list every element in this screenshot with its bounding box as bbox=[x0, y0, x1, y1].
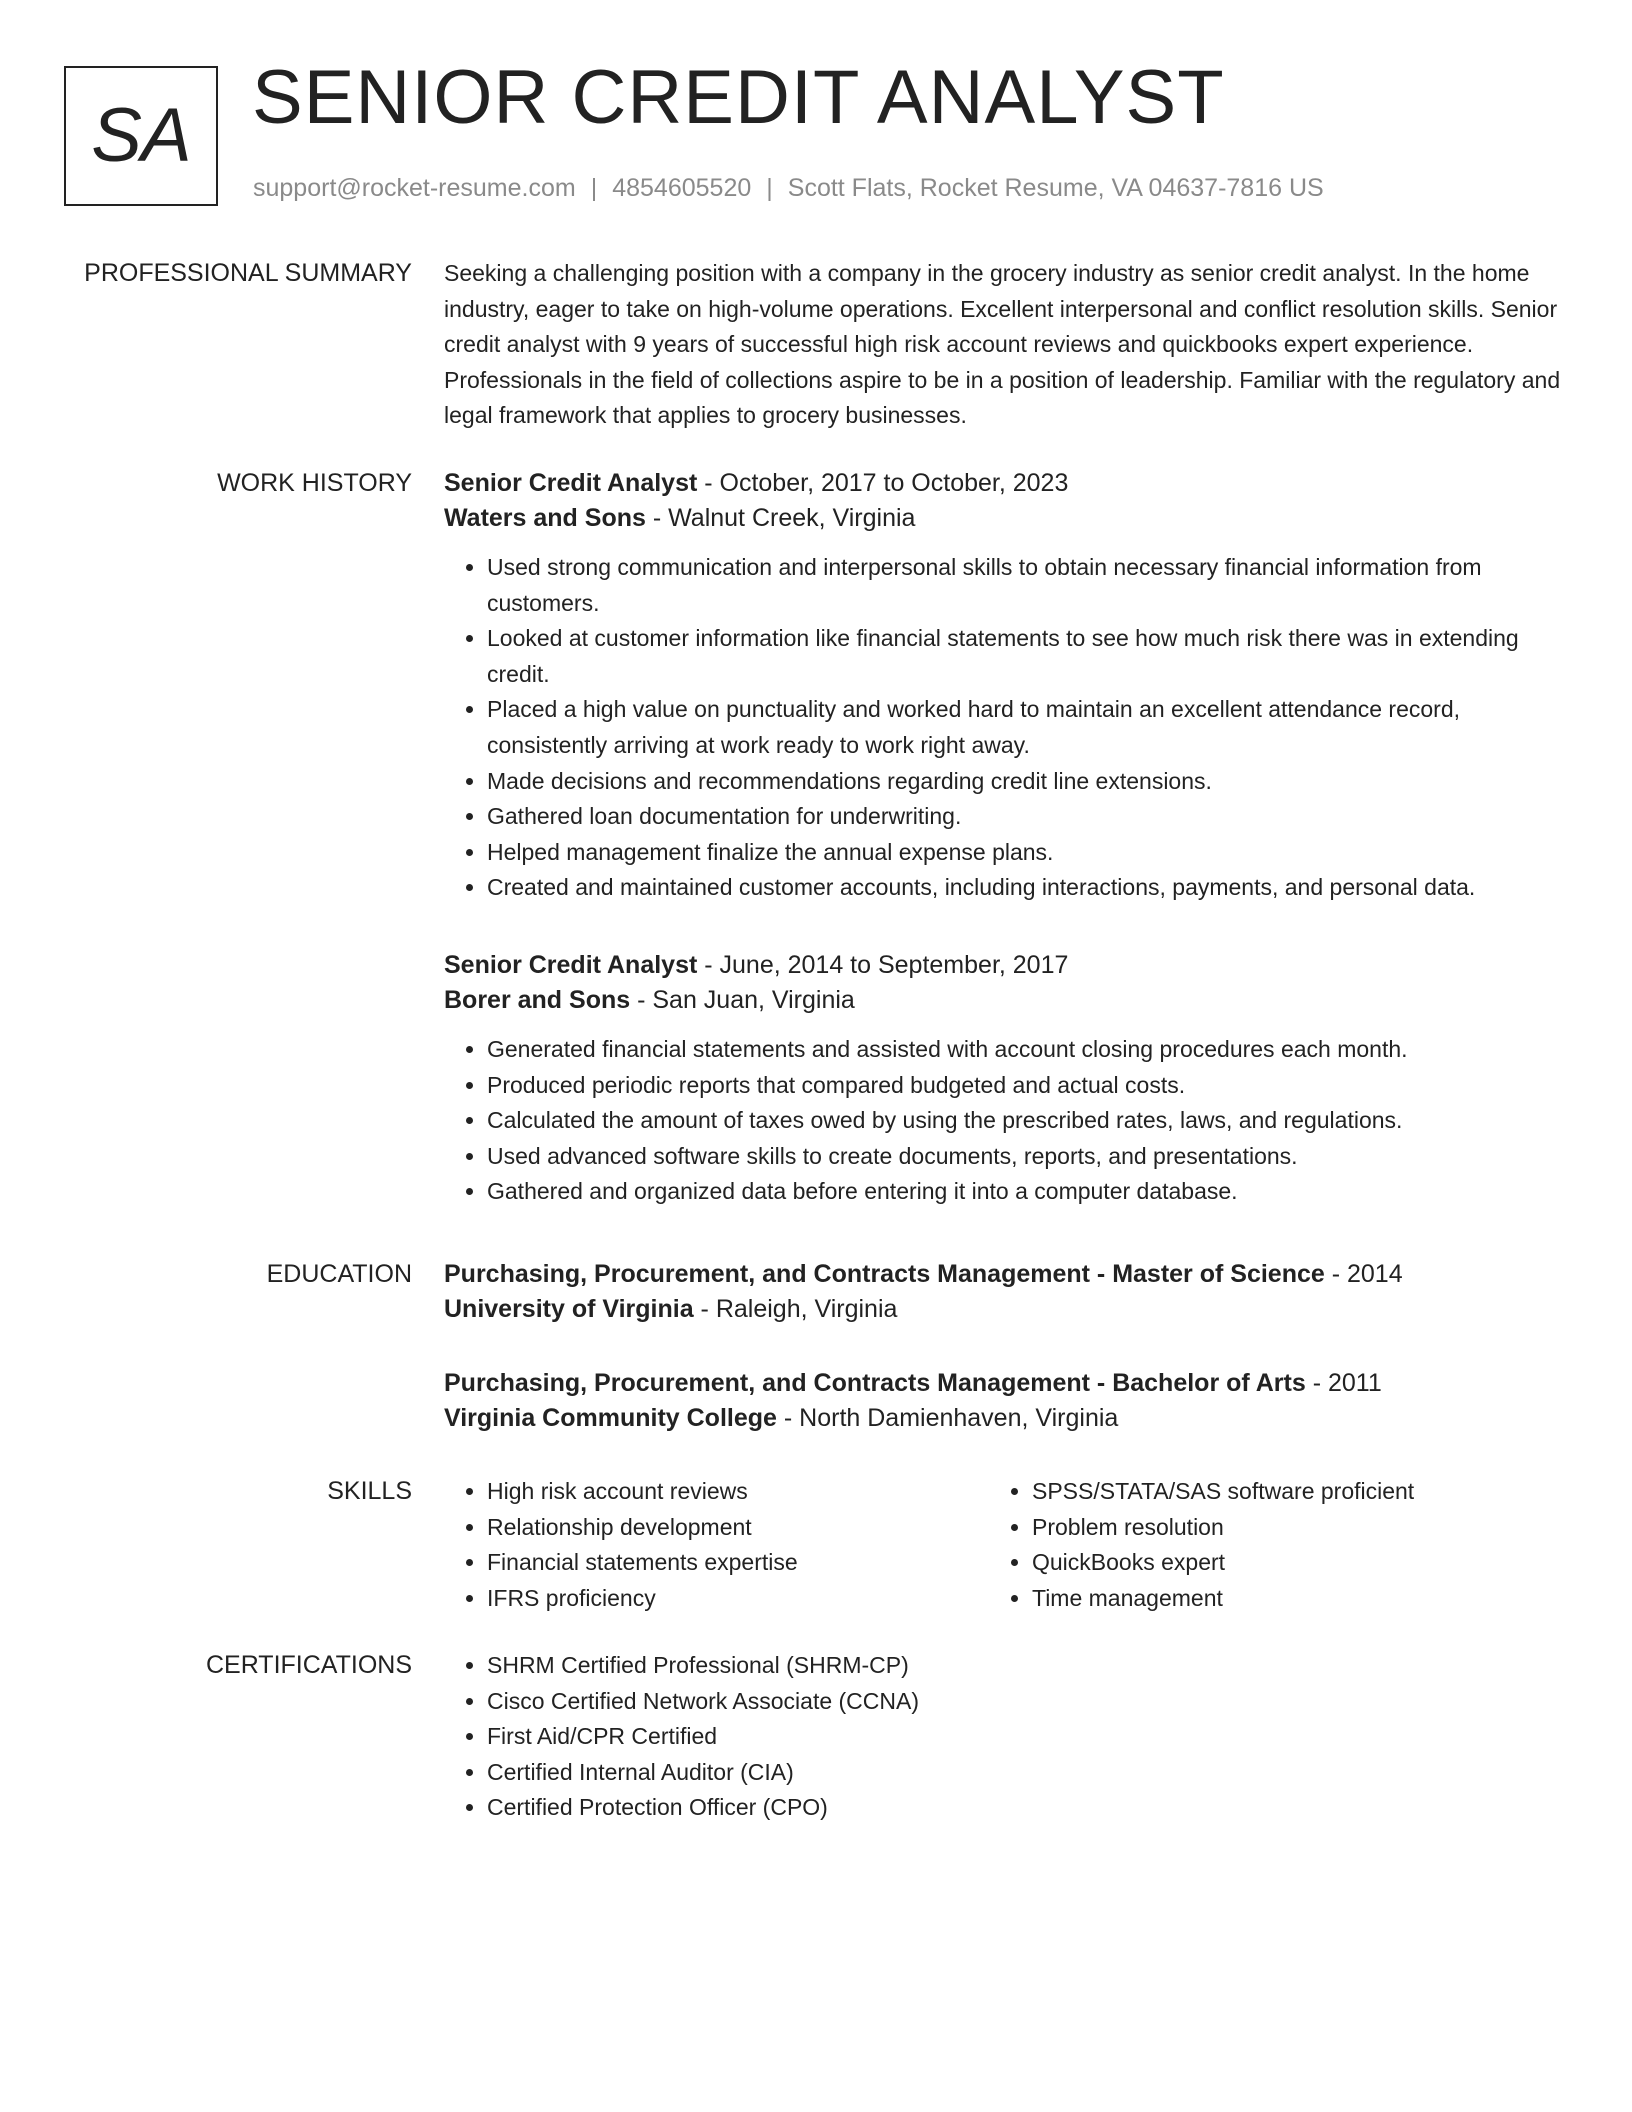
job-company: Borer and Sons bbox=[444, 986, 631, 1014]
job-dates: - June, 2014 to September, 2017 bbox=[697, 951, 1069, 979]
contact-separator: | bbox=[590, 174, 598, 202]
certification-item: • Certified Protection Officer (CPO) bbox=[487, 1790, 1564, 1826]
skill-item: • SPSS/STATA/SAS software proficient bbox=[1032, 1474, 1509, 1510]
education-school: Virginia Community College bbox=[444, 1404, 777, 1432]
job-bullet: • Produced periodic reports that compared budgeted and actual costs. bbox=[487, 1068, 1564, 1104]
job-location: - San Juan, Virginia bbox=[630, 986, 855, 1014]
job-bullet: • Generated financial statements and assisted with account closing procedures each month. bbox=[487, 1032, 1564, 1068]
section-label-summary: PROFESSIONAL SUMMARY bbox=[84, 259, 412, 287]
monogram-initials: SA bbox=[91, 93, 191, 178]
job-title: Senior Credit Analyst bbox=[444, 951, 698, 979]
job-bullet: • Used advanced software skills to create documents, reports, and presentations. bbox=[487, 1139, 1564, 1175]
job-bullet: • Gathered and organized data before entering it into a computer database. bbox=[487, 1174, 1564, 1210]
education-degree-line bbox=[444, 1257, 1564, 1292]
resume-title: SENIOR CREDIT ANALYST bbox=[252, 55, 1225, 140]
contact-email: support@rocket-resume.com bbox=[253, 174, 576, 202]
section-label-skills: SKILLS bbox=[327, 1477, 412, 1505]
skill-item: • High risk account reviews bbox=[487, 1474, 964, 1510]
skill-item: • IFRS proficiency bbox=[487, 1581, 964, 1617]
job-company: Waters and Sons bbox=[444, 504, 646, 532]
job-entry bbox=[444, 948, 1564, 1210]
education-location: - Raleigh, Virginia bbox=[693, 1295, 898, 1323]
skills-list bbox=[989, 1474, 1509, 1616]
skill-item: • Financial statements expertise bbox=[487, 1545, 964, 1581]
job-title: Senior Credit Analyst bbox=[444, 469, 698, 497]
certifications-list bbox=[444, 1648, 1564, 1826]
certifications-body bbox=[444, 1648, 1564, 1826]
skill-item: • QuickBooks expert bbox=[1032, 1545, 1509, 1581]
skill-item: • Problem resolution bbox=[1032, 1510, 1509, 1546]
education-school-line bbox=[444, 1401, 1564, 1436]
contact-phone: 4854605520 bbox=[612, 174, 752, 202]
job-bullet-list bbox=[444, 550, 1564, 906]
monogram-box bbox=[64, 66, 218, 206]
skills-column-right bbox=[989, 1474, 1509, 1616]
job-bullet-list bbox=[444, 1032, 1564, 1210]
job-entry bbox=[444, 466, 1564, 906]
education-entry bbox=[444, 1257, 1564, 1327]
certification-item: • First Aid/CPR Certified bbox=[487, 1719, 1564, 1755]
job-bullet: • Made decisions and recommendations regarding credit line extensions. bbox=[487, 764, 1564, 800]
job-bullet: • Created and maintained customer accounts, including interactions, payments, and personal data. bbox=[487, 870, 1564, 906]
education-degree: Purchasing, Procurement, and Contracts Management - Bachelor of Arts bbox=[444, 1369, 1306, 1397]
education-entry bbox=[444, 1366, 1564, 1436]
education-location: - North Damienhaven, Virginia bbox=[776, 1404, 1119, 1432]
job-company-line bbox=[444, 983, 1564, 1018]
contact-line bbox=[253, 174, 1324, 203]
summary-text: Seeking a challenging position with a company in the grocery industry as senior credit analyst. In the home industry, eager to take on high-volume operations. Excellent interpersonal and conflict resolution skills. Senior credit analyst with 9 years of successful high risk account reviews and quickbooks expert experience. Professionals in the field of collections aspire to be in a position of leadership. Familiar with the regulatory and legal framework that applies to grocery businesses. bbox=[444, 260, 1561, 429]
job-bullet: • Looked at customer information like financial statements to see how much risk there was in extending credit. bbox=[487, 621, 1564, 692]
education-school-line bbox=[444, 1292, 1564, 1327]
section-label-education: EDUCATION bbox=[266, 1260, 412, 1288]
job-bullet: • Placed a high value on punctuality and worked hard to maintain an excellent attendance record, consistently arriving at work ready to work right away. bbox=[487, 692, 1564, 763]
contact-separator: | bbox=[766, 174, 773, 202]
education-year: - 2011 bbox=[1305, 1369, 1382, 1397]
section-label-certifications: CERTIFICATIONS bbox=[205, 1651, 412, 1679]
education-year: - 2014 bbox=[1324, 1260, 1403, 1288]
job-location: - Walnut Creek, Virginia bbox=[645, 504, 916, 532]
summary-body bbox=[444, 256, 1564, 434]
job-bullet: • Helped management finalize the annual expense plans. bbox=[487, 835, 1564, 871]
education-school: University of Virginia bbox=[444, 1295, 694, 1323]
job-bullet: • Calculated the amount of taxes owed by using the prescribed rates, laws, and regulations. bbox=[487, 1103, 1564, 1139]
skill-item: • Time management bbox=[1032, 1581, 1509, 1617]
job-company-line bbox=[444, 501, 1564, 536]
education-degree: Purchasing, Procurement, and Contracts Management - Master of Science bbox=[444, 1260, 1325, 1288]
job-title-line bbox=[444, 466, 1564, 501]
skills-list bbox=[444, 1474, 964, 1616]
education-degree-line bbox=[444, 1366, 1564, 1401]
skills-column-left bbox=[444, 1474, 964, 1616]
job-bullet: • Gathered loan documentation for underwriting. bbox=[487, 799, 1564, 835]
skill-item: • Relationship development bbox=[487, 1510, 964, 1546]
section-label-work-history: WORK HISTORY bbox=[217, 469, 412, 497]
certification-item: • Certified Internal Auditor (CIA) bbox=[487, 1755, 1564, 1791]
certification-item: • SHRM Certified Professional (SHRM-CP) bbox=[487, 1648, 1564, 1684]
job-bullet: • Used strong communication and interpersonal skills to obtain necessary financial information from customers. bbox=[487, 550, 1564, 621]
contact-address: Scott Flats, Rocket Resume, VA 04637-7816 US bbox=[787, 174, 1324, 202]
job-dates: - October, 2017 to October, 2023 bbox=[697, 469, 1069, 497]
certification-item: • Cisco Certified Network Associate (CCNA) bbox=[487, 1684, 1564, 1720]
job-title-line bbox=[444, 948, 1564, 983]
